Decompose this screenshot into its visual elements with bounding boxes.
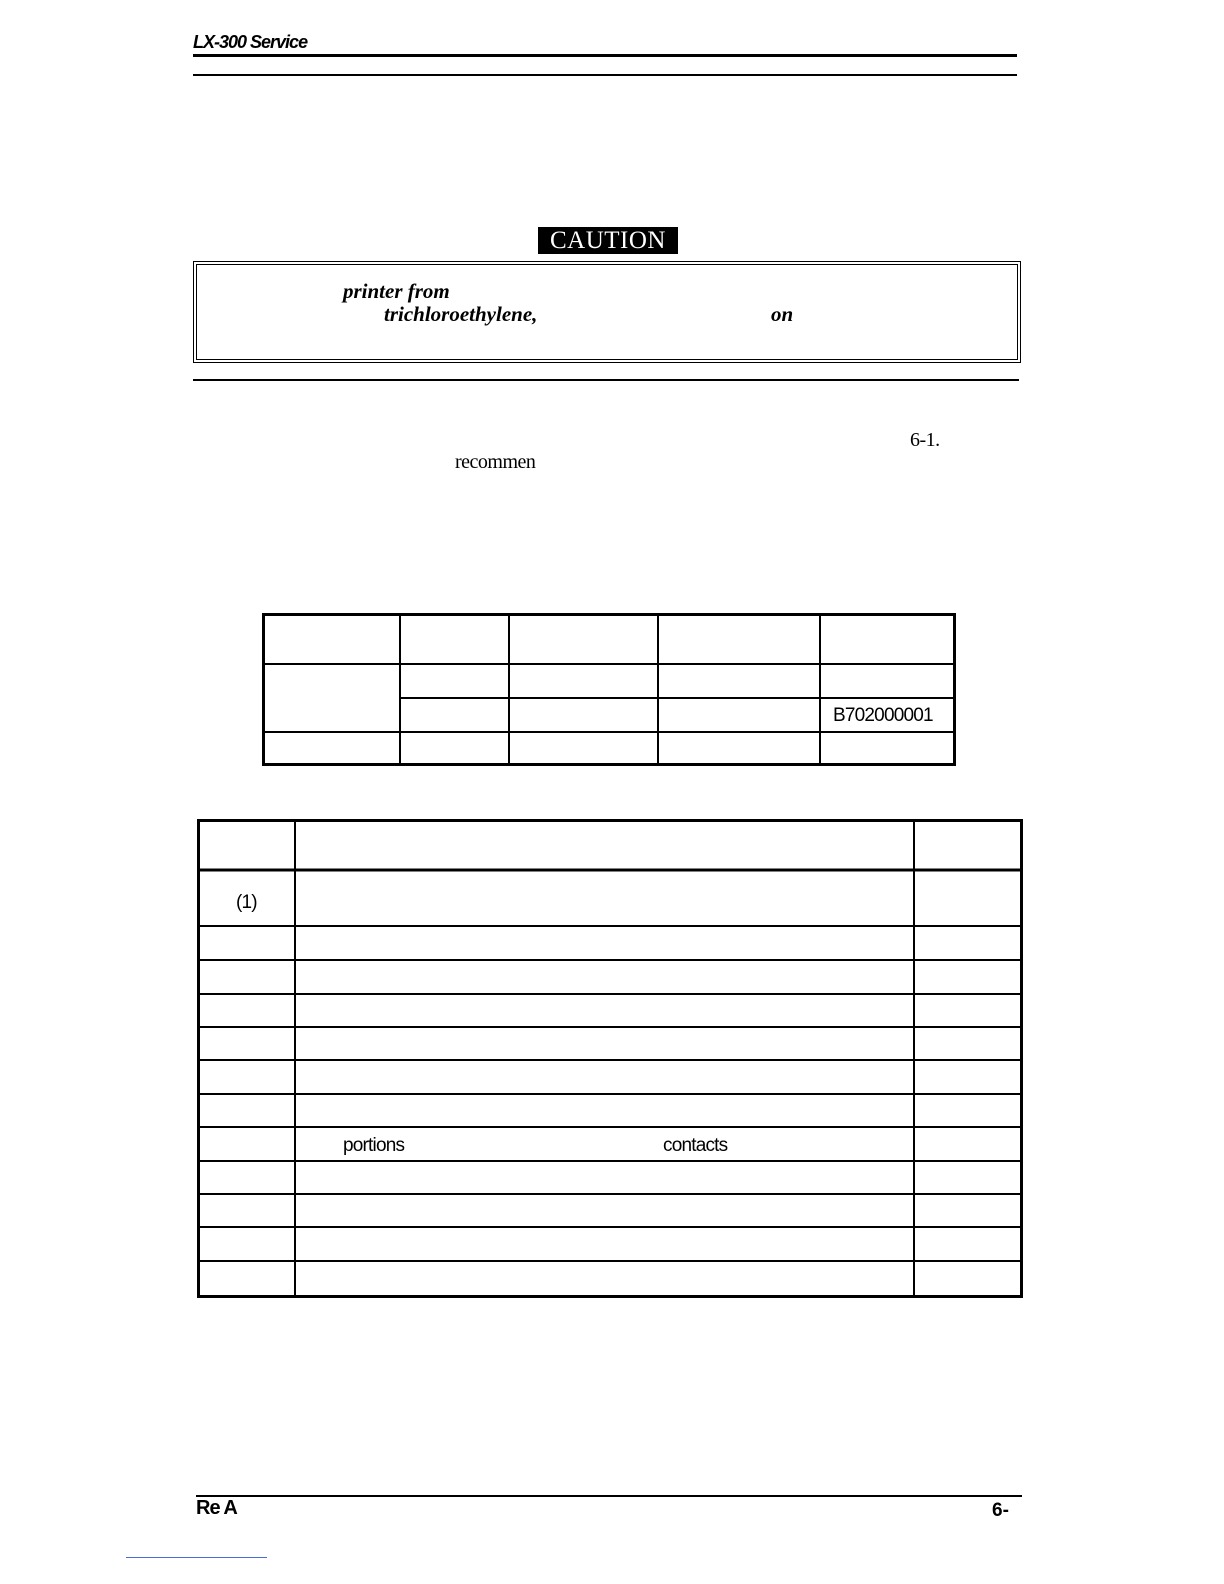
footer-rule	[196, 1495, 1022, 1497]
footer-page-number: 6-	[992, 1500, 1009, 1521]
check-item-contacts: contacts	[663, 1135, 728, 1156]
caution-text-trichloroethylene: trichloroethylene,	[384, 302, 538, 326]
figure-reference: 6-1.	[910, 429, 940, 451]
check-item-number: (1)	[236, 892, 257, 913]
check-item-portions: portions	[343, 1135, 405, 1156]
tool-part-number: B702000001	[833, 705, 933, 726]
running-header-title: LX-300 Service	[193, 32, 308, 52]
caution-label: CAUTION	[538, 227, 678, 254]
caution-text-on: on	[771, 302, 794, 326]
check-table-grid	[0, 800, 1224, 1310]
footer-revision: Re A	[196, 1497, 237, 1519]
link-underline	[126, 1557, 267, 1558]
caution-text-printer-from: printer from	[343, 279, 450, 303]
intro-word-recommen: recommen	[455, 451, 536, 473]
